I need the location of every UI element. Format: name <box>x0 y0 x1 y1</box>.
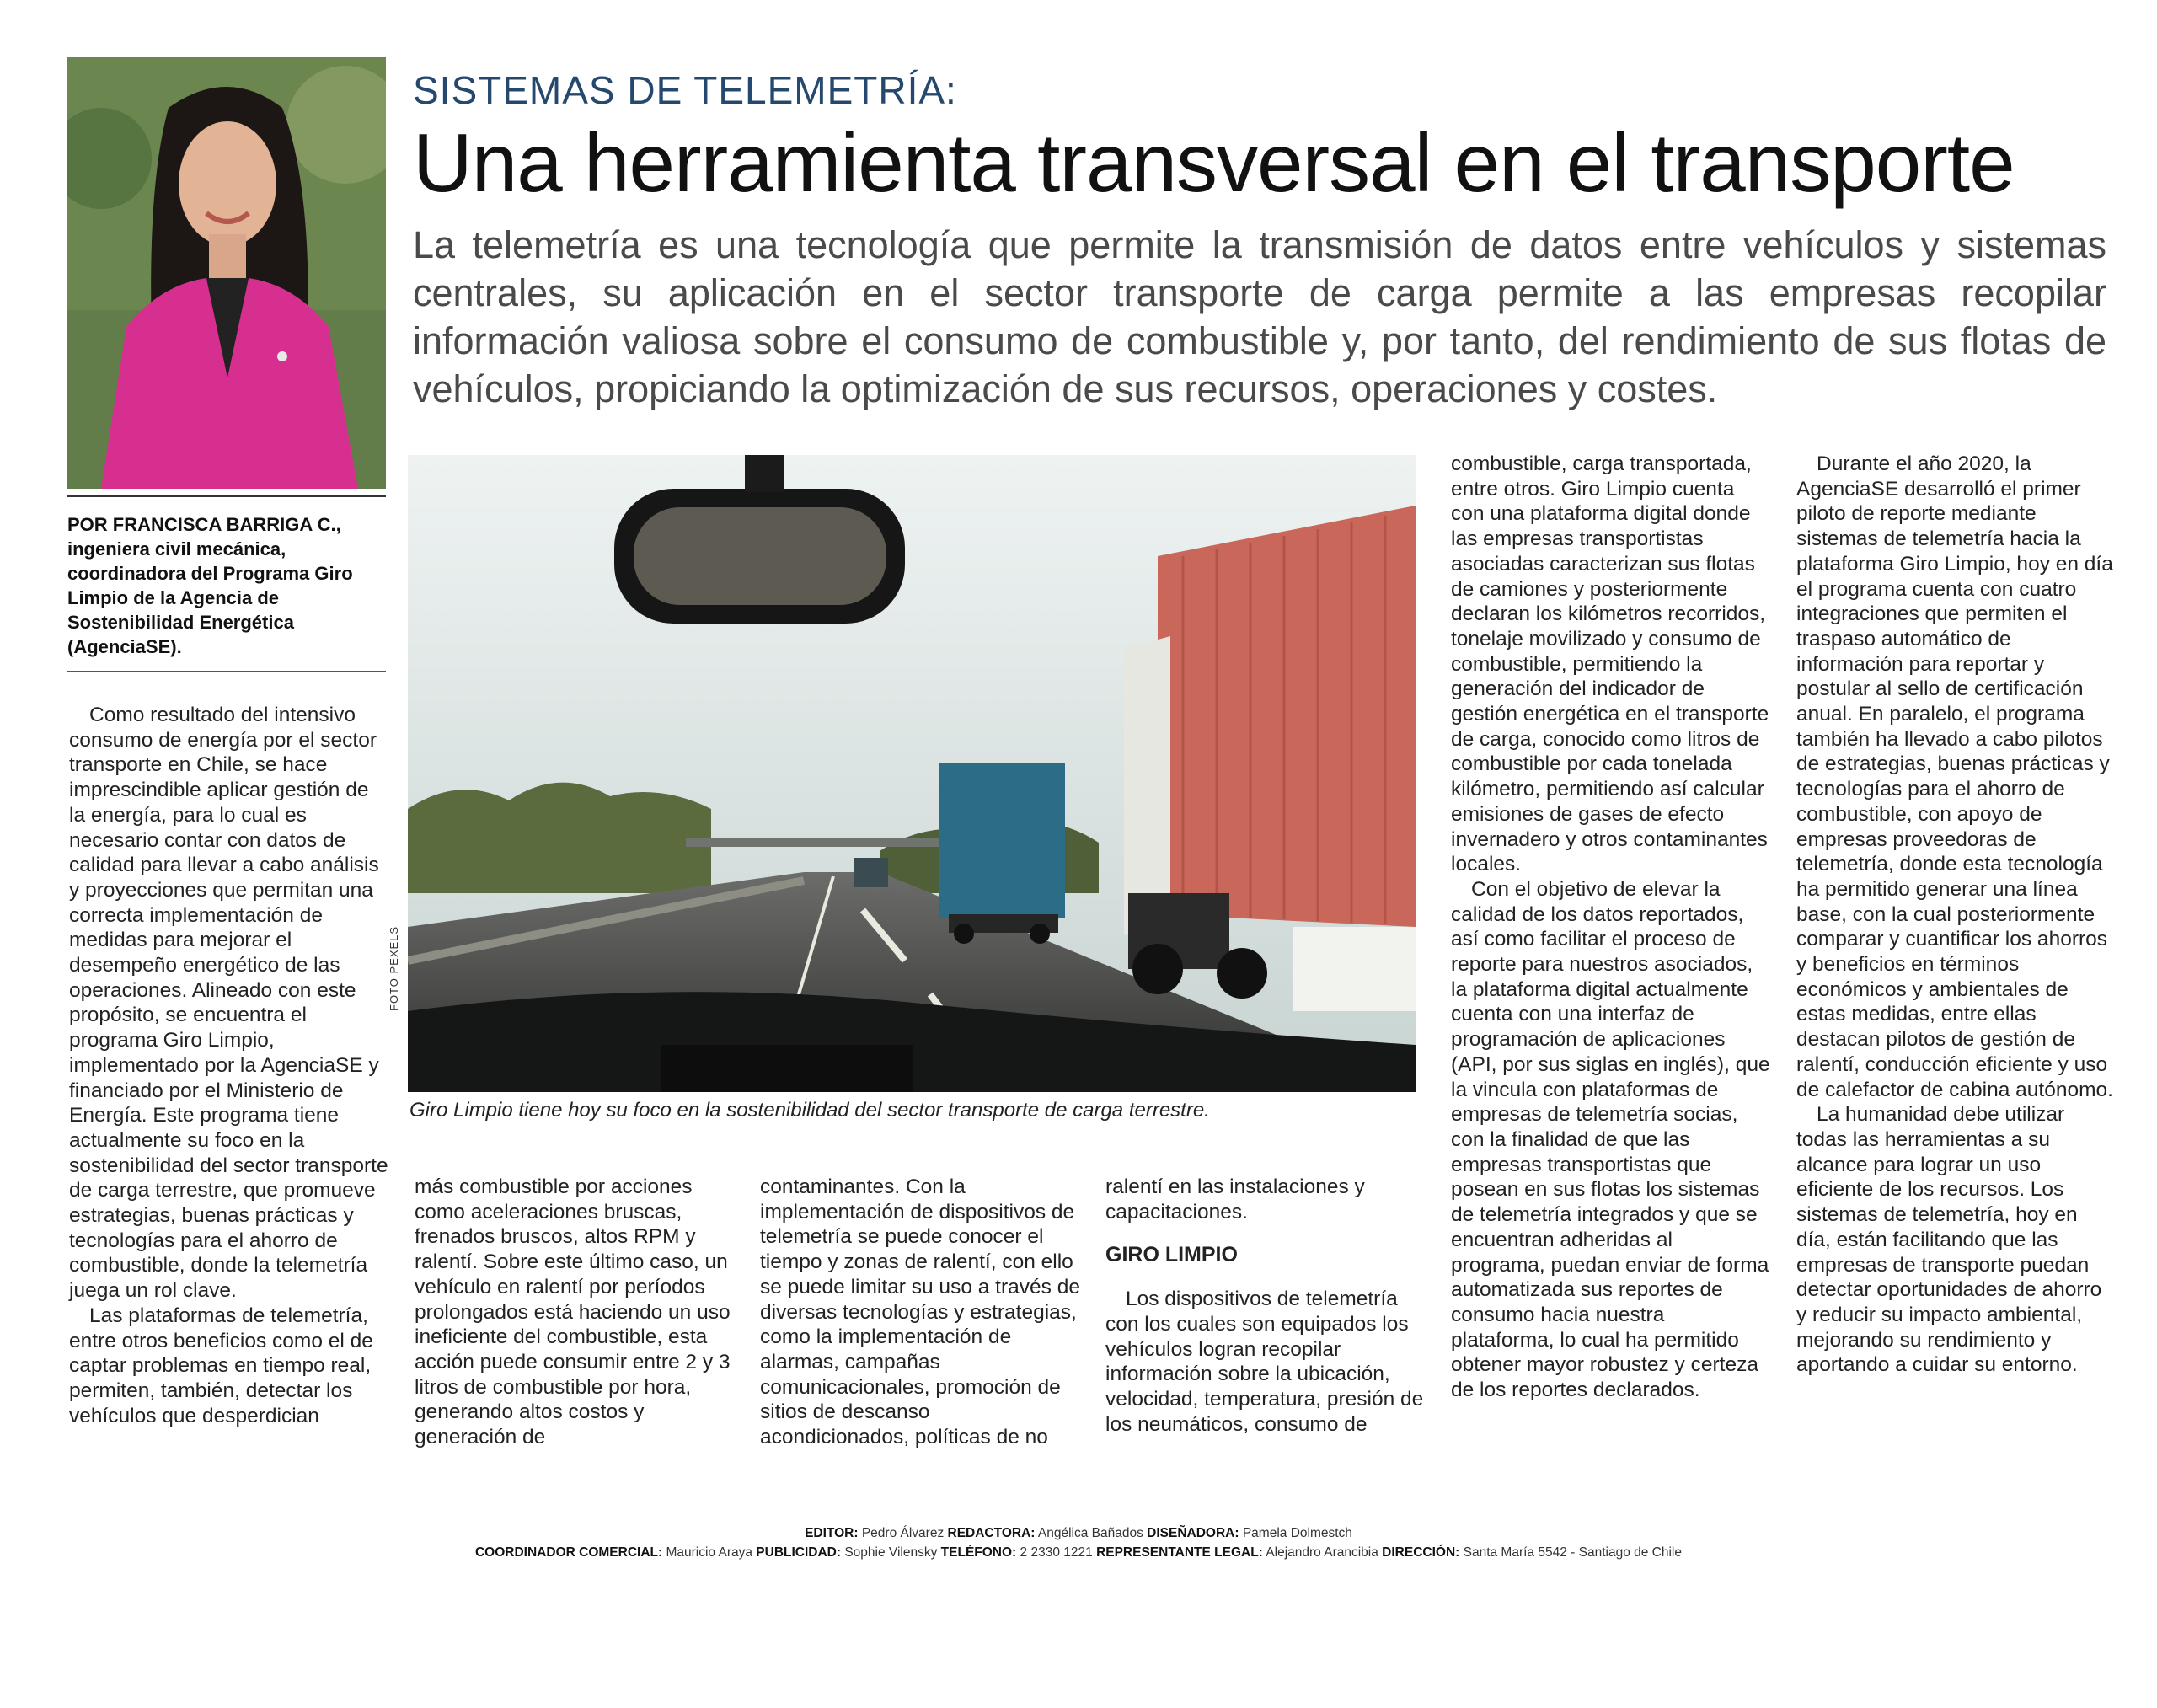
credit-label: EDITOR: <box>805 1526 859 1540</box>
credit-value: Angélica Bañados <box>1037 1526 1143 1540</box>
section-kicker: SISTEMAS DE TELEMETRÍA: <box>413 68 957 112</box>
paragraph: combustible, carga transportada, entre otros. Giro Limpio cuenta con una plataforma digital donde las empresas transportistas asociadas caracterizan sus flotas de camiones y posteriormente declaran los kilómetros recorridos, tonelaje movilizado y consumo de combustible, permitiendo la generación del indicador de gestión energética en el transporte de carga, conocido como litros de combustible por cada tonelada kilómetro, permitiendo así calcular emisiones de gases de efecto invernadero y otros contaminantes locales. <box>1451 452 1769 876</box>
credit-label: DISEÑADORA: <box>1147 1526 1239 1540</box>
credit-label: TELÉFONO: <box>940 1545 1017 1560</box>
credit-label: COORDINADOR COMERCIAL: <box>474 1545 663 1560</box>
credit-label: REPRESENTANTE LEGAL: <box>1096 1545 1263 1560</box>
credit-value: Mauricio Araya <box>666 1545 752 1560</box>
body-column-6 <box>1796 452 2117 1378</box>
credit-value: Sophie Vilensky <box>844 1545 938 1560</box>
body-column-4 <box>1105 1175 1426 1437</box>
staff-credits <box>0 1523 2157 1562</box>
author-role: ingeniera civil mecánica, coordinadora del Programa Giro Limpio de la Agencia de Sostenibilidad Energética (AgenciaSE). <box>67 538 353 657</box>
subheading: GIRO LIMPIO <box>1105 1243 1238 1267</box>
paragraph: Durante el año 2020, la AgenciaSE desarrolló el primer piloto de reporte mediante sistemas de telemetría hacia la plataforma Giro Limpio, hoy en día el programa cuenta con cuatro integraciones que permiten el traspaso automático de información para reportar y postular al sello de certificación anual. En paralelo, el programa también ha llevado a cabo pilotos de estrategias, buenas prácticas y tecnologías para el ahorro de combustible, con apoyo de empresas proveedoras de telemetría, donde esta tecnología ha permitido generar una línea base, con la cual posteriormente comparar y cuantificar los ahorros y beneficios en términos económicos y ambientales de estas medidas, entre ellas destacan pilotos de gestión de ralentí, conducción eficiente y uso de calefactor de cabina autónomo. <box>1796 452 2113 1101</box>
credit-value: Pedro Álvarez <box>861 1526 945 1540</box>
paragraph: más combustible por acciones como aceleraciones bruscas, frenados bruscos, altos RPM y ralentí. Sobre este último caso, un vehículo en ralentí por períodos prolongados está haciendo un uso ineficiente del combustible, esta acción puede consumir entre 2 y 3 litros de combustible por hora, generando altos costos y generación de <box>415 1175 731 1449</box>
body-column-3 <box>760 1175 1080 1450</box>
credits-line-2 <box>0 1543 2157 1562</box>
credit-label: DIRECCIÓN: <box>1382 1545 1460 1560</box>
body-column-5 <box>1451 452 1771 1403</box>
paragraph: Las plataformas de telemetría, entre otros beneficios como el de captar problemas en tiempo real, permiten, también, detectar los vehículos que desperdician <box>69 1304 373 1427</box>
deck: La telemetría es una tecnología que permite la transmisión de datos entre vehículos y sistemas centrales, su aplicación en el sector transporte de carga permite a las empresas recopilar información valiosa sobre el consumo de combustible y, por tanto, del rendimiento de sus flotas de vehículos, propiciando la optimización de sus recursos, operaciones y costes. <box>413 223 2106 410</box>
author-byline <box>67 495 386 672</box>
credit-value: 2 2330 1221 <box>1020 1545 1093 1560</box>
paragraph: ralentí en las instalaciones y capacitaciones. <box>1105 1175 1365 1223</box>
credit-value: Santa María 5542 - Santiago de Chile <box>1463 1545 1682 1560</box>
paragraph: La humanidad debe utilizar todas las herramientas a su alcance para lograr un uso eficiente de los recursos. Los sistemas de telemetría, hoy en día, están facilitando que las empresas de transporte puedan detectar oportunidades de ahorro y reducir su impacto ambiental, mejorando su rendimiento y aportando a cuidar su entorno. <box>1796 1103 2102 1377</box>
credits-line-1 <box>0 1523 2157 1543</box>
body-column-1 <box>69 703 389 1428</box>
credit-label: REDACTORA: <box>947 1526 1036 1540</box>
paragraph: Como resultado del intensivo consumo de energía por el sector transporte en Chile, se hace imprescindible aplicar gestión de la energía, para lo cual es necesario contar con datos de calidad para llevar a cabo análisis y proyecciones que permitan una correcta implementación de medidas para mejorar el desempeño energético de las operaciones. Alineado con este propósito, se encuentra el programa Giro Limpio, implementado por la AgenciaSE y financiado por el Ministerio de Energía. Este programa tiene actualmente su foco en la sostenibilidad del sector transporte de carga terrestre, que promueve estrategias, buenas prácticas y tecnologías para el ahorro de combustible, donde la telemetría juega un rol clave. <box>69 704 388 1303</box>
credit-value: Pamela Dolmestch <box>1242 1526 1352 1540</box>
body-column-2 <box>415 1175 735 1450</box>
credit-value: Alejandro Arancibia <box>1266 1545 1378 1560</box>
author-portrait <box>67 57 386 489</box>
paragraph: Los dispositivos de telemetría con los cuales son equipados los vehículos logran recopilar información sobre la ubicación, velocidad, temperatura, presión de los neumáticos, consumo de <box>1105 1288 1424 1436</box>
photo-caption: Giro Limpio tiene hoy su foco en la sostenibilidad del sector transporte de carga terrestre. <box>409 1099 1210 1122</box>
credit-label: PUBLICIDAD: <box>756 1545 842 1560</box>
author-name: POR FRANCISCA BARRIGA C., <box>67 514 341 535</box>
truck-photo <box>408 455 1416 1092</box>
photo-credit: FOTO PEXELS <box>388 925 400 1011</box>
paragraph: Con el objetivo de elevar la calidad de los datos reportados, así como facilitar el proceso de reporte para nuestros asociados, la plataforma digital actualmente cuenta con una interfaz de programación de aplicaciones (API, por sus siglas en inglés), que la vincula con plataformas de empresas de telemetría socias, con la finalidad de que las empresas transportistas que posean en sus flotas los sistemas de telemetría integrados y que se encuentran adheridas al programa, puedan enviar de forma automatizada sus reportes de consumo hacia nuestra plataforma, lo cual ha permitido obtener mayor robustez y certeza de los reportes declarados. <box>1451 877 1770 1402</box>
paragraph: contaminantes. Con la implementación de dispositivos de telemetría se puede conocer el tiempo y zonas de ralentí, con ello se puede limitar su uso a través de diversas tecnologías y estrategias, como la implementación de alarmas, campañas comunicacionales, promoción de sitios de descanso acondicionados, políticas de no <box>760 1175 1080 1449</box>
headline: Una herramienta transversal en el transporte <box>413 116 2015 209</box>
